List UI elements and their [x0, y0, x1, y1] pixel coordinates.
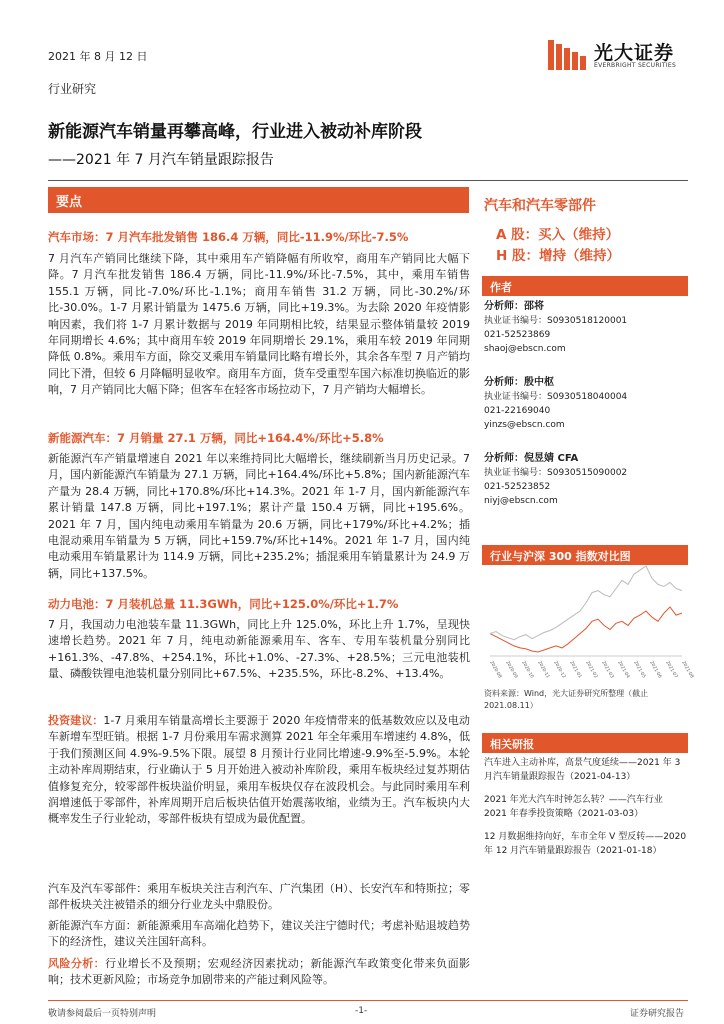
analyst-card: [484, 376, 627, 432]
chart-tick-label: 2021-03: [600, 660, 615, 680]
rating-h-share: H 股：增持（维持）: [496, 248, 620, 264]
analyst-phone: 021-52523852: [484, 482, 551, 492]
report-category: 行业研究: [48, 82, 97, 96]
chart-tick-label: 2021-08: [680, 660, 695, 680]
chart-tick-label: 2021-02: [584, 660, 599, 680]
analyst-name: 分析师：殷中枢: [484, 377, 554, 388]
related-bar: [482, 733, 688, 753]
related-report[interactable]: 汽车进入主动补库，高景气度延续——2021 年 3 月汽车销量跟踪报告（2021-04-13）: [484, 758, 681, 782]
chart-tick-label: 2021-04: [616, 660, 631, 680]
performance-chart: [486, 562, 695, 680]
report-date: 2021 年 8 月 12 日: [48, 50, 148, 63]
chart-tick-label: 2021-05: [632, 660, 647, 680]
key-points-label: 要点: [56, 195, 83, 210]
related-label: 相关研报: [490, 738, 534, 751]
divider: [48, 180, 688, 181]
footer-divider: [48, 1000, 688, 1001]
paragraph-stock-picks: 汽车及汽车零部件：乘用车板块关注吉利汽车、广汽集团（H）、长安汽车和特斯拉；零部件板块关注被错杀的细分行业龙头中鼎股份。: [48, 882, 470, 912]
paragraph-investment: [48, 713, 470, 828]
analyst-phone: 021-22169040: [484, 406, 551, 416]
related-report[interactable]: 12 月数据维持向好，车市全年 V 型反转——2020 年 12 月汽车销量跟踪报告（2021-01-18）: [484, 832, 687, 856]
paragraph-nev: 新能源汽车产销量增速自 2021 年以来维持同比大幅增长，继续刷新当月历史记录。7 月，国内新能源汽车销量为 27.1 万辆，同比+164.4%/环比+5.8%；国内新能源汽车产量为 28.4 万辆，同比+170.8%/环比+14.3%。2021 年 1-7 月，国内新能源汽车累计销量 147.8 万辆，同比+197.1%；累计产量 150.4 万辆，同比+195.6%。2021 年 7 月，国内纯电动乘用车销量为 20.6 万辆，同比+179%/环比+4.2%；插电混动乘用车销量为 5 万辆，同比+159.7%/环比+14%。2021 年 1-7 月，国内纯电动乘用车销量累计为 114.9 万辆，同比+235.2%；插混乘用车销量累计为 24.9 万辆，同比+137.5%。: [48, 452, 470, 580]
risk-text: 行业增长不及预期；宏观经济因素扰动；新能源汽车政策变化带来负面影响；技术更新风险；市场竞争加剧带来的产能过剩风险等。: [48, 957, 471, 987]
brand-name: 光大证券: [594, 42, 675, 64]
paragraph-market: 7 月汽车产销同比继续下降，其中乘用车产销降幅有所收窄，商用车产销同比大幅下降。7 月汽车批发销售 186.4 万辆，同比-11.9%/环比-7.5%，其中，乘用车销售 155.1 万辆，同比-7.0%/环比-1.1%；商用车销售 31.2 万辆，同比-30.2%/环比-30.0%。1-7 月累计销量为 1475.6 万辆，同比+19.3%。为去除 2020 年疫情影响因素，我们将 1-7 月累计数据与 2019 年同期相比较，结果显示整体销量较 2019 年同期增长 4.6%；其中商用车较 2019 年同期增长 29.1%，乘用车较 2019 年同期降低 0.8%。乘用车方面，除交叉乘用车销量同比略有增长外，其余各车型 7 月产销均同比下滑，但较 6 月降幅明显收窄。商用车方面，货车受重型车国六标准切换临近的影响，7 月产销同比大幅下降；但客车在轻客市场拉动下，7 月产销均大幅增长。: [48, 252, 470, 397]
chart-tick-label: 2021-07: [664, 660, 679, 680]
paragraph-nev-picks: 新能源汽车方面：新能源乘用车高端化趋势下，建议关注宁德时代；考虑补贴退坡趋势下的经济性，建议关注国轩高科。: [48, 919, 470, 949]
key-points-bar: [48, 187, 469, 213]
chart-tick-label: 2021-01: [568, 660, 583, 680]
analyst-email[interactable]: yinzs@ebscn.com: [484, 420, 565, 430]
analyst-email[interactable]: niyj@ebscn.com: [484, 496, 558, 506]
chart-tick-label: 2020-08: [488, 660, 503, 680]
analyst-card: [484, 452, 627, 508]
analyst-cert: 执业证书编号：S0930515090002: [484, 468, 628, 478]
analyst-card: [484, 300, 627, 356]
brand-name-en: EVERBRIGHT SECURITIES: [594, 62, 677, 69]
investment-label: 投资建议：: [48, 714, 104, 727]
page-number: -1-: [355, 1006, 368, 1016]
analyst-email[interactable]: shaoj@ebscn.com: [484, 344, 566, 354]
chart-title: 行业与沪深 300 指数对比图: [490, 550, 631, 563]
report-title: 新能源汽车销量再攀高峰，行业进入被动补库阶段: [48, 122, 422, 142]
analyst-name: 分析师：倪昱婧 CFA: [484, 453, 579, 464]
section-heading-market: 汽车市场：7 月汽车批发销售 186.4 万辆，同比-11.9%/环比-7.5%: [48, 230, 409, 244]
risk-label: 风险分析：: [48, 957, 106, 970]
paragraph-battery: 7 月，我国动力电池装车量 11.3GWh，同比上升 125.0%，环比上升 1.7%，呈现快速增长趋势。2021 年 7 月，纯电动新能源乘用车、客车、专用车装机量分别同比+161.3%、-47.8%、+254.1%，环比+1.0%、-27.3%、+28.5%；三元电池装机量、磷酸铁锂电池装机量分别同比+67.5%、+235.5%，环比-8.2%、+13.4%。: [48, 618, 470, 681]
footer-report-type: 证券研究报告: [630, 1009, 685, 1019]
paragraph-risk: [48, 956, 470, 989]
chart-tick-label: 2020-10: [520, 660, 535, 680]
chart-tick-label: 2020-09: [504, 660, 519, 680]
chart-tick-label: 2021-06: [648, 660, 663, 680]
related-report[interactable]: 2021 年光大汽车时钟怎么转？——汽车行业 2021 年春季投资策略（2021-03-03）: [484, 795, 663, 819]
chart-tick-label: 2020-11: [536, 660, 551, 680]
footer-disclaimer: 敬请参阅最后一页特别声明: [48, 1009, 157, 1019]
rating-a-share: A 股：买入（维持）: [496, 227, 620, 243]
authors-bar: [482, 276, 688, 296]
sector-name: 汽车和汽车零部件: [484, 198, 596, 214]
chart-series-line-0: [490, 607, 682, 652]
report-subtitle: ——2021 年 7 月汽车销量跟踪报告: [48, 152, 274, 168]
analyst-name: 分析师：邵将: [484, 301, 544, 312]
analyst-phone: 021-52523869: [484, 330, 551, 340]
chart-tick-label: 2020-12: [552, 660, 567, 680]
chart-source: 资料来源：Wind，光大证券研究所整理（截止 2021.08.11）: [484, 689, 649, 710]
investment-text: 1-7 月乘用车销量高增长主要源于 2020 年疫情带来的低基数效应以及电动车新增车型旺销。根据 1-7 月份乘用车需求测算 2021 年全年乘用车增速约 4.8%，低于我们预测区间 4.9%-9.5%下限。展望 8 月预计行业同比增速-9.9%至-5.9%。本轮主动补库周期结束，行业确认于 5 月开始进入被动补库阶段，乘用车板块经过复苏期估值修复充分，较零部件板块溢价明显，乘用车板块仅存在波段机会。与此同时乘用车利润增速低于零部件，补库周期开启后板块估值开始震荡收缩，业绩为王。汽车板块内大概率发生子行业轮动，零部件板块有望成为最优配置。: [48, 714, 471, 826]
analyst-cert: 执业证书编号：S0930518120001: [484, 316, 628, 326]
section-heading-nev: 新能源汽车：7 月销量 27.1 万辆，同比+164.4%/环比+5.8%: [48, 431, 384, 445]
analyst-cert: 执业证书编号：S0930518040004: [484, 392, 628, 402]
authors-label: 作者: [490, 281, 512, 294]
section-heading-battery: 动力电池：7 月装机总量 11.3GWh，同比+125.0%/环比+1.7%: [48, 597, 399, 611]
